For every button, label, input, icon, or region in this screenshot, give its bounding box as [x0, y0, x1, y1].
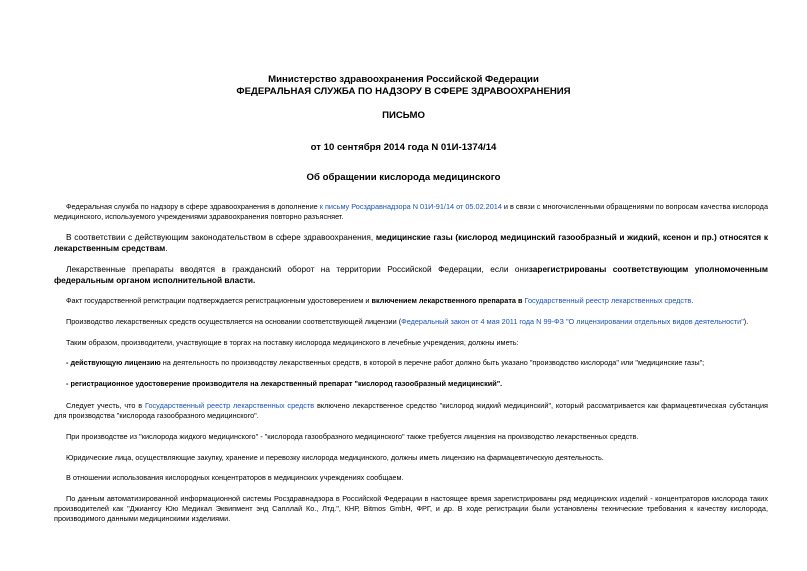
paragraph-3 — [54, 264, 768, 286]
paragraph-text: Производство лекарственных средств осуществляется на основании соответствующей лицензии ( — [66, 317, 402, 326]
paragraph-bold-text: включением лекарственного препарата в — [371, 296, 525, 305]
document-date-number: от 10 сентября 2014 года N 01И-1374/14 — [310, 142, 497, 153]
paragraph-text: В соответствии с действующим законодательством в сфере здравоохранения, — [66, 232, 376, 242]
paragraph-text: и в связи с многочисленными обращениями по вопросам качества кислорода медицинского, используемого учреждениями здравоохранения повторно разъясняет. — [54, 202, 768, 221]
paragraph-13: По данным автоматизированной информационной системы Росздравнадзора в Российской Федерации в настоящее время зарегистрированы ряд медицинских изделий - концентраторов кислорода таких производителей как "Джиангсу Юю Медикал Эквипмент энд Сапллай Ко., Лтд.", КНР, Bitmos GmbH, ФРГ, и др. В ходе регистрации были установлены технические требования к качеству кислорода, производимого данными медицинскими изделиями. — [54, 494, 768, 523]
federal-law-link[interactable]: Федеральный закон от 4 мая 2011 года N 99-ФЗ "О лицензировании отдельных видов деятельности" — [401, 317, 744, 326]
paragraph-7 — [54, 358, 768, 368]
paragraph-9 — [54, 401, 768, 421]
paragraph-text: Следует учесть, что в — [66, 401, 145, 410]
paragraph-bold-text: - действующую лицензию — [66, 358, 161, 367]
paragraph-12: В отношении использования кислородных концентраторов в медицинских учреждениях сообщаем. — [66, 473, 404, 482]
paragraph-4 — [54, 296, 768, 306]
paragraph-8: - регистрационное удостоверение производителя на лекарственный препарат "кислород газообразный медицинский". — [66, 379, 503, 388]
paragraph-text: включено лекарственное средство "кислород жидкий медицинский", который рассматривается как фармацевтическая субстанция для производства "кислорода газообразного медицинского". — [54, 401, 768, 420]
document-type: ПИСЬМО — [382, 110, 425, 121]
paragraph-text: на деятельность по производству лекарственных средств, в которой в перечне работ должно быть указано "производство кислорода" или "медицинские газы"; — [160, 358, 705, 367]
paragraph-2 — [54, 232, 768, 254]
paragraph-text: Федеральная служба по надзору в сфере здравоохранения в дополнение — [66, 202, 320, 211]
registry-link[interactable]: Государственный реестр лекарственных средств — [524, 296, 692, 305]
paragraph-11: Юридические лица, осуществляющие закупку, хранение и перевозку кислорода медицинского, должны иметь лицензию на фармацевтическую деятельность. — [66, 453, 604, 462]
paragraph-6: Таким образом, производители, участвующие в торгах на поставку кислорода медицинского в лечебные учреждения, должны иметь: — [66, 338, 519, 347]
paragraph-10: При производстве из "кислорода жидкого медицинского" - "кислорода газообразного медицинского" также требуется лицензия на производство лекарственных средств. — [66, 432, 639, 441]
paragraph-text: Лекарственные препараты вводятся в гражданский оборот на территории Российской Федерации, если они — [66, 264, 529, 274]
paragraph-5 — [54, 317, 768, 327]
ministry-name: Министерство здравоохранения Российской Федерации — [268, 74, 539, 85]
letter-link[interactable]: к письму Росздравнадзора N 01И-91/14 от 05.02.2014 — [319, 202, 502, 211]
registry-link[interactable]: Государственный реестр лекарственных средств — [145, 401, 315, 410]
paragraph-bold-text: медицинские газы (кислород медицинский газообразный и жидкий, ксенон и пр.) относятся к лекарственным средствам — [54, 232, 768, 253]
paragraph-bold-text: зарегистрированы соответствующим уполномоченным федеральным органом исполнительной власти. — [54, 264, 768, 285]
paragraph-text: . — [165, 243, 168, 253]
document-title: Об обращении кислорода медицинского — [306, 172, 501, 183]
paragraph-text: Факт государственной регистрации подтверждается регистрационным удостоверением и — [66, 296, 372, 305]
paragraph-text: . — [691, 296, 694, 305]
agency-name: ФЕДЕРАЛЬНАЯ СЛУЖБА ПО НАДЗОРУ В СФЕРЕ ЗДРАВООХРАНЕНИЯ — [236, 86, 571, 97]
document-header — [0, 74, 807, 98]
paragraph-1 — [54, 202, 768, 222]
paragraph-text: ). — [743, 317, 749, 326]
